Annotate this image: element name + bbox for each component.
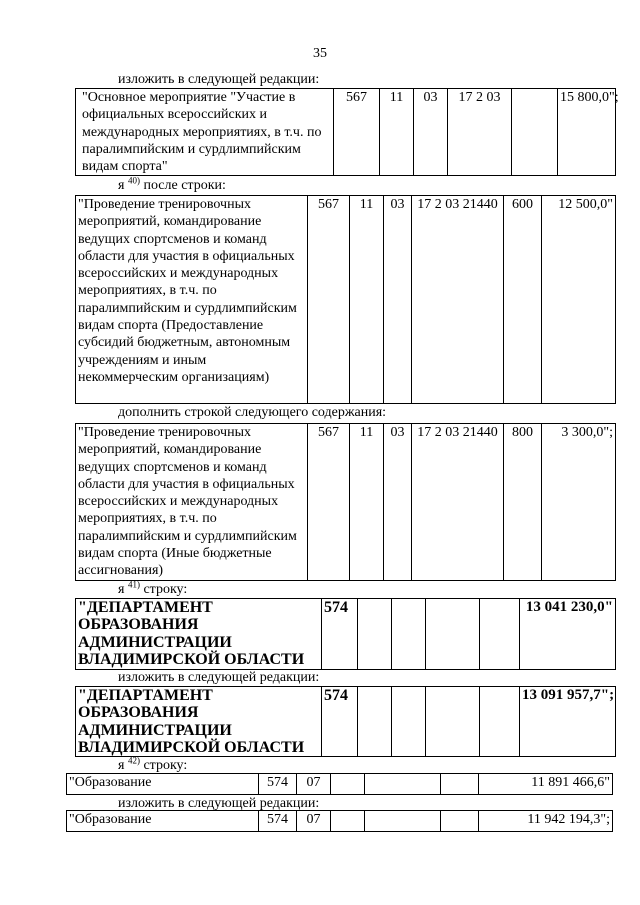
instruction-text: дополнить строкой следующего содержания: (118, 405, 387, 420)
ministry-code: 567 (308, 196, 350, 404)
row-name: "Основное мероприятие "Участие в официальных всероссийских и международных мероприятиях, в т.ч. по паралимпийским и сурдлимпийским видам спорта" (76, 89, 334, 176)
row-name: "Образование (67, 811, 259, 832)
section-code: 11 (380, 89, 414, 176)
section-code: 11 (350, 196, 384, 404)
footnote-ref: 41) (127, 579, 140, 590)
subsection-code (392, 599, 426, 670)
instruction-text (118, 579, 188, 598)
instruction-text (118, 175, 226, 194)
ministry-code: 574 (259, 774, 297, 795)
expense-type: 600 (504, 196, 542, 404)
section-code (358, 599, 392, 670)
subsection-code (331, 811, 365, 832)
target-code: 17 2 03 21440 (412, 196, 504, 404)
target-code: 17 2 03 21440 (412, 424, 504, 581)
row-name: "Образование (67, 774, 259, 795)
amount: 13 041 230,0" (520, 599, 616, 670)
instruction-text: изложить в следующей редакции: (118, 796, 320, 811)
instruction-text (118, 755, 188, 774)
ministry-code: 574 (322, 599, 358, 670)
ministry-code: 574 (322, 687, 358, 757)
instruction-prefix: я (118, 178, 125, 193)
budget-table (66, 773, 613, 795)
target-code (426, 599, 480, 670)
subsection-code: 03 (384, 196, 412, 404)
expense-type (441, 774, 479, 795)
row-name: "Проведение тренировочных мероприятий, командирование ведущих спортсменов и команд области для участия в официальных всероссийских и международных мероприятиях, в т.ч. по паралимпийским и сурдлимпийским видам спорта (Иные бюджетные ассигнования) (76, 424, 308, 581)
budget-table (75, 195, 616, 404)
section-code: 07 (297, 774, 331, 795)
amount: 11 942 194,3"; (479, 811, 613, 832)
expense-type (512, 89, 558, 176)
subsection-code: 03 (414, 89, 448, 176)
subsection-code (331, 774, 365, 795)
budget-table (75, 88, 619, 176)
table-row (76, 424, 616, 581)
target-code (365, 774, 441, 795)
amount: 15 800,0"; (558, 89, 616, 176)
table-row (67, 774, 613, 795)
table-row (76, 687, 616, 757)
instruction-tail: строку: (139, 758, 188, 773)
ministry-code: 567 (334, 89, 380, 176)
table-row (76, 599, 616, 670)
table-row (67, 811, 613, 832)
amount: 12 500,0" (542, 196, 616, 404)
expense-type (441, 811, 479, 832)
instruction-prefix: я (118, 758, 125, 773)
expense-type (480, 687, 520, 757)
table-row (76, 89, 616, 176)
subsection-code (392, 687, 426, 757)
row-name: "ДЕПАРТАМЕНТ ОБРАЗОВАНИЯ АДМИНИСТРАЦИИ ВЛАДИМИРСКОЙ ОБЛАСТИ (76, 599, 322, 670)
expense-type (480, 599, 520, 670)
target-code: 17 2 03 (448, 89, 512, 176)
target-code (365, 811, 441, 832)
section-code: 07 (297, 811, 331, 832)
footnote-ref: 42) (127, 755, 140, 766)
row-name: "Проведение тренировочных мероприятий, командирование ведущих спортсменов и команд области для участия в официальных всероссийских и международных мероприятиях, в т.ч. по паралимпийским и сурдлимпийским видам спорта (Предоставление субсидий бюджетным, автономным учреждениям и иным некоммерческим организациям) (76, 196, 308, 404)
budget-table (75, 423, 616, 581)
page-number: 35 (313, 46, 327, 61)
instruction-prefix: я (118, 582, 125, 597)
instruction-tail: строку: (139, 582, 188, 597)
amount: 13 091 957,7"; (520, 687, 616, 757)
table-row (76, 196, 616, 404)
expense-type: 800 (504, 424, 542, 581)
budget-table (75, 686, 616, 757)
ministry-code: 567 (308, 424, 350, 581)
target-code (426, 687, 480, 757)
amount: 11 891 466,6" (479, 774, 613, 795)
section-code: 11 (350, 424, 384, 581)
section-code (358, 687, 392, 757)
footnote-ref: 40) (127, 175, 140, 186)
instruction-text: изложить в следующей редакции: (118, 72, 320, 87)
budget-table (75, 598, 616, 670)
instruction-tail: после строки: (139, 178, 226, 193)
budget-table (66, 810, 613, 832)
subsection-code: 03 (384, 424, 412, 581)
row-name: "ДЕПАРТАМЕНТ ОБРАЗОВАНИЯ АДМИНИСТРАЦИИ ВЛАДИМИРСКОЙ ОБЛАСТИ (76, 687, 322, 757)
ministry-code: 574 (259, 811, 297, 832)
amount: 3 300,0"; (542, 424, 616, 581)
instruction-text: изложить в следующей редакции: (118, 670, 320, 685)
